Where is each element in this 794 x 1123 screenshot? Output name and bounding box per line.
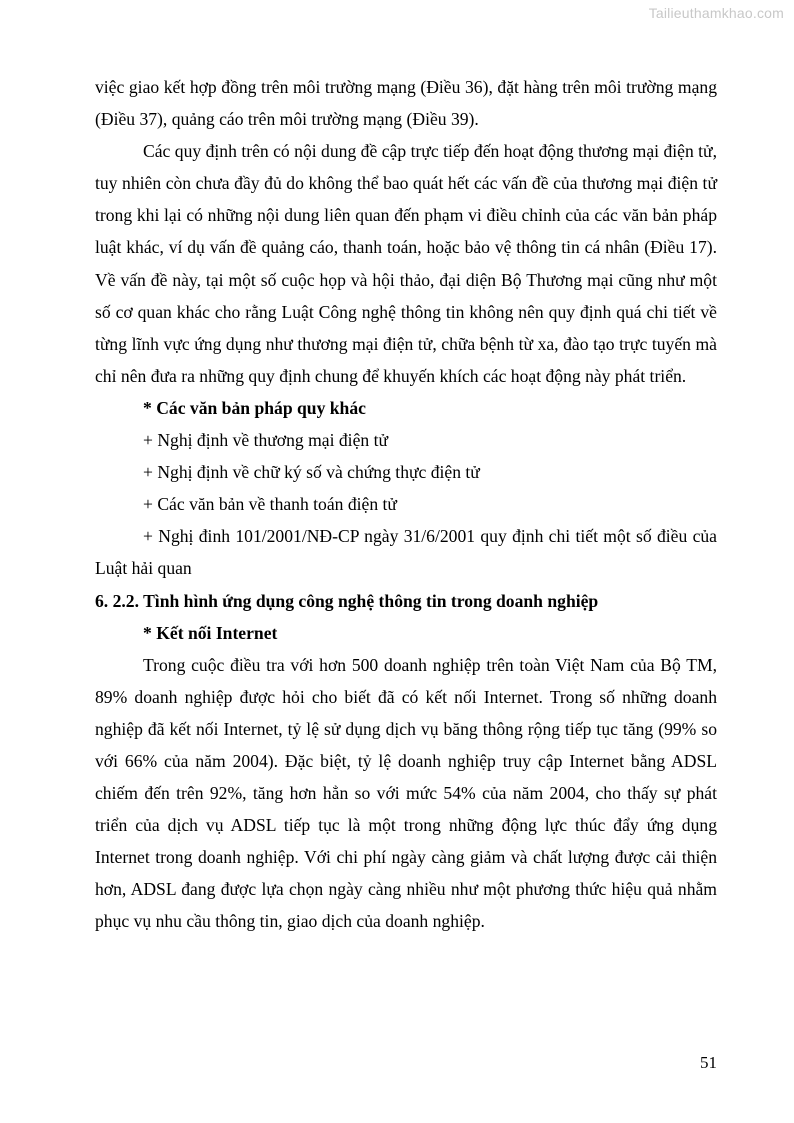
paragraph-continuation: việc giao kết hợp đồng trên môi trường mạng (Điều 36), đặt hàng trên môi trường mạng (Điều 37), quảng cáo trên môi trường mạng (Điều 39). — [95, 77, 717, 130]
regulation-item: + Nghị định về thương mại điện tử — [143, 430, 388, 451]
section-subheading: * Kết nối Internet — [143, 622, 278, 643]
section-heading: 6. 2.2. Tình hình ứng dụng công nghệ thông tin trong doanh nghiệp — [95, 590, 599, 611]
paragraph-internet-connection: Trong cuộc điều tra với hơn 500 doanh nghiệp trên toàn Việt Nam của Bộ TM, 89% doanh nghiệp được hỏi cho biết đã có kết nối Internet. Trong số những doanh nghiệp đã kết nối Internet, tỷ lệ sử dụng dịch vụ băng thông rộng tiếp tục tăng (99% so với 66% của năm 2004). Đặc biệt, tỷ lệ doanh nghiệp truy cập Internet bằng ADSL chiếm đến trên 92%, tăng hơn hẳn so với mức 54% của năm 2004, cho thấy sự phát triển của dịch vụ ADSL tiếp tục là một trong những động lực thúc đẩy ứng dụng Internet trong doanh nghiệp. Với chi phí ngày càng giảm và chất lượng được cải thiện hơn, ADSL đang được lựa chọn ngày càng nhiều như một phương thức hiệu quả nhằm phục vụ nhu cầu thông tin, giao dịch của doanh nghiệp. — [95, 654, 717, 932]
document-body — [95, 71, 717, 938]
watermark: Tailieuthamkhao.com — [648, 5, 784, 21]
other-regulations-heading: * Các văn bản pháp quy khác — [143, 397, 366, 418]
paragraph-regulations-discussion: Các quy định trên có nội dung đề cập trực tiếp đến hoạt động thương mại điện tử, tuy nhiên còn chưa đầy đủ do không thể bao quát hết các vấn đề của thương mại điện tử trong khi lại có những nội dung liên quan đến phạm vi điều chỉnh của các văn bản pháp luật khác, ví dụ vấn đề quảng cáo, thanh toán, hoặc bảo vệ thông tin cá nhân (Điều 17). Về vấn đề này, tại một số cuộc họp và hội thảo, đại diện Bộ Thương mại cũng như một số cơ quan khác cho rằng Luật Công nghệ thông tin không nên quy định quá chi tiết về từng lĩnh vực ứng dụng như thương mại điện tử, chữa bệnh từ xa, đào tạo trực tuyến mà chỉ nên đưa ra những quy định chung để khuyến khích các hoạt động này phát triển. — [95, 141, 717, 386]
page-number: 51 — [700, 1053, 717, 1072]
regulation-item: + Các văn bản về thanh toán điện tử — [143, 494, 397, 515]
regulation-item: + Nghị định về chữ ký số và chứng thực điện tử — [143, 462, 480, 483]
regulation-item: + Nghị đinh 101/2001/NĐ-CP ngày 31/6/2001 quy định chi tiết một số điều của Luật hải quan — [95, 526, 717, 579]
